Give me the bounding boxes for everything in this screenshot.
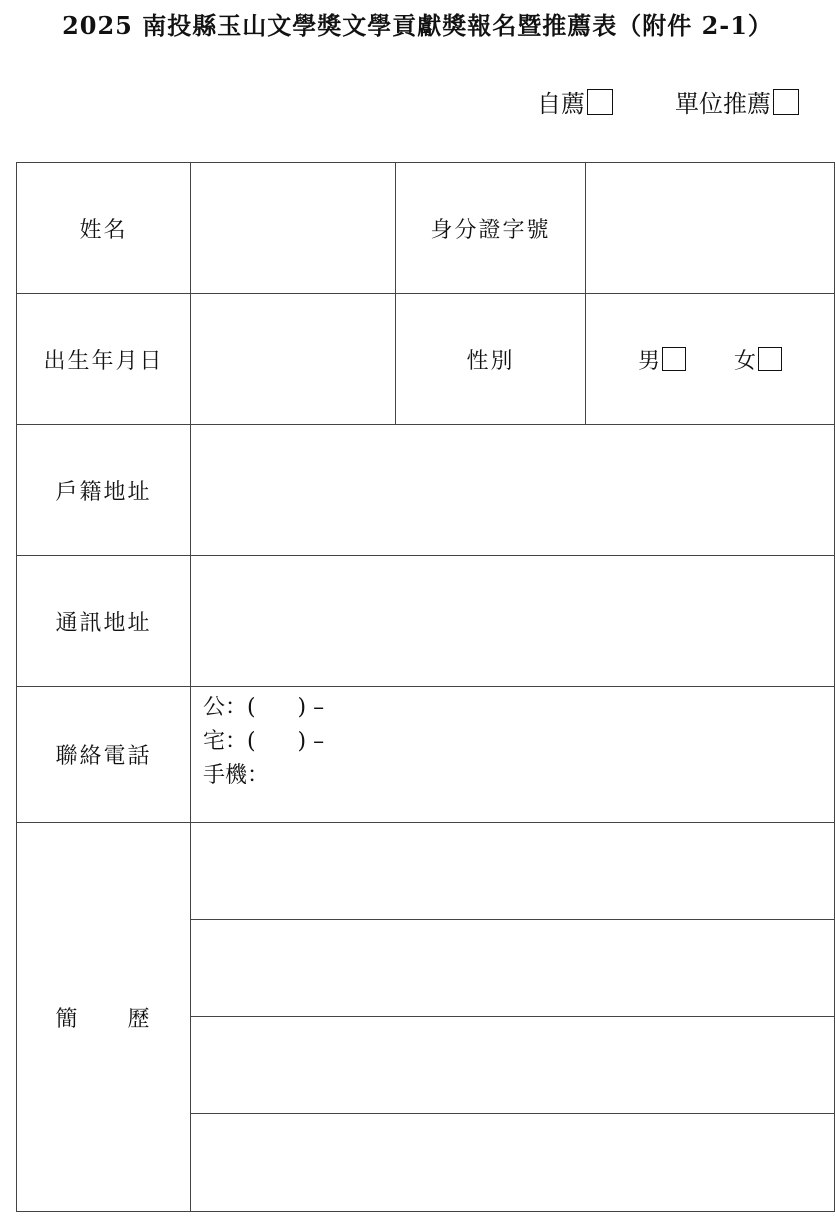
gender-label: 性別 [466, 348, 515, 374]
mailing-address-field[interactable] [190, 555, 835, 687]
unit-recommend-checkbox[interactable] [773, 89, 799, 115]
phone-field[interactable] [190, 686, 835, 823]
unit-recommend-option [675, 84, 799, 119]
phone-label-cell [16, 686, 191, 823]
birth-label-cell [16, 293, 191, 425]
resume-label: 簡 歷 [55, 1006, 152, 1032]
phone-label: 聯絡電話 [55, 744, 152, 769]
name-label: 姓名 [79, 217, 128, 243]
gender-label-cell [395, 293, 586, 425]
phone-office: 公：( ) – [203, 695, 325, 720]
female-option [734, 344, 782, 375]
self-recommend-label: 自薦 [537, 90, 585, 118]
page-title: 2025 南投縣玉山文學獎文學貢獻獎報名暨推薦表（附件 2-1） [62, 11, 773, 40]
household-label-cell [16, 424, 191, 556]
recommend-type [537, 84, 799, 119]
gender-options [585, 293, 835, 425]
registration-form [16, 162, 835, 1212]
resume-label-cell [16, 822, 191, 1212]
resume-line-3[interactable] [190, 1016, 835, 1114]
birth-field[interactable] [190, 293, 396, 425]
unit-recommend-label: 單位推薦 [675, 90, 771, 118]
household-address-label: 戶籍地址 [55, 479, 152, 505]
male-label: 男 [637, 348, 660, 374]
female-label: 女 [734, 348, 757, 374]
resume-line-1[interactable] [190, 822, 835, 920]
id-label-cell [395, 162, 586, 294]
id-label: 身分證字號 [430, 217, 551, 243]
phone-home: 宅：( ) – [203, 729, 325, 754]
resume-line-2[interactable] [190, 919, 835, 1017]
female-checkbox[interactable] [758, 347, 782, 371]
id-field[interactable] [585, 162, 835, 294]
phone-mobile: 手機： [203, 763, 270, 788]
name-label-cell [16, 162, 191, 294]
male-checkbox[interactable] [662, 347, 686, 371]
household-address-field[interactable] [190, 424, 835, 556]
mailing-address-label: 通訊地址 [55, 610, 152, 636]
resume-line-4[interactable] [190, 1113, 835, 1212]
self-recommend-option [537, 84, 613, 119]
birth-label: 出生年月日 [43, 348, 164, 374]
mailing-label-cell [16, 555, 191, 687]
male-option [638, 344, 686, 375]
self-recommend-checkbox[interactable] [587, 89, 613, 115]
name-field[interactable] [190, 162, 396, 294]
